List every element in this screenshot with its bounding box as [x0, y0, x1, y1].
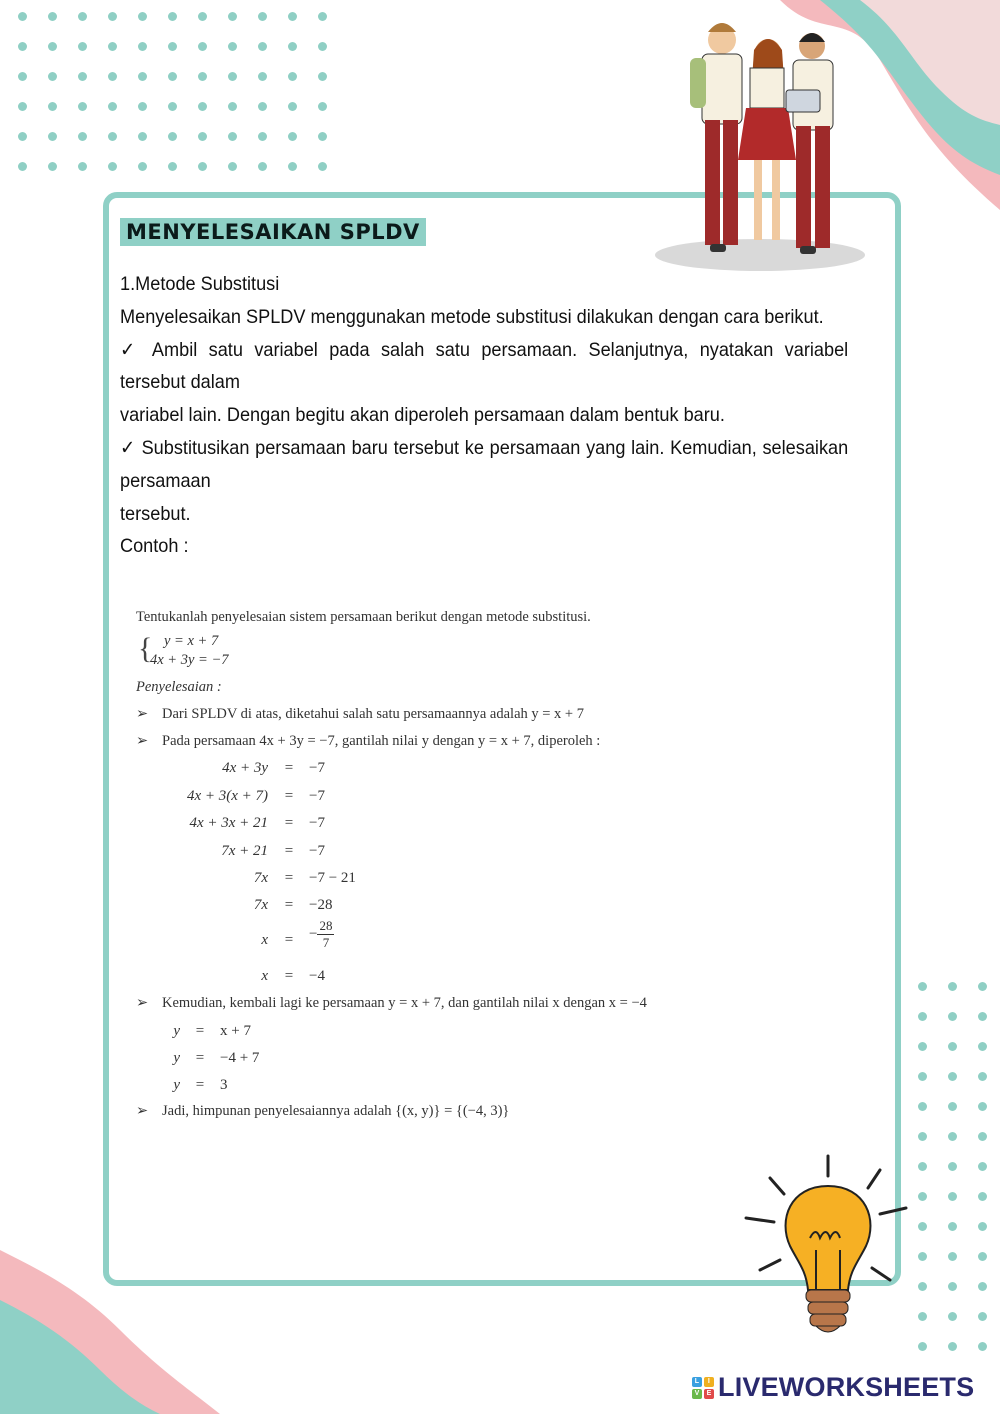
- eq-left: y: [173, 1023, 180, 1039]
- solution-step-1: Dari SPLDV di atas, diketahui salah satu persamaannya adalah y = x + 7: [162, 706, 584, 722]
- decorative-dot: [948, 1072, 957, 1081]
- decorative-dot: [198, 42, 207, 51]
- decorative-dot: [978, 1342, 987, 1351]
- bullet-arrow-icon: ➢: [136, 733, 149, 749]
- decorative-dot: [978, 1192, 987, 1201]
- decorative-dot: [138, 132, 147, 141]
- eq-right-fraction: [309, 918, 334, 951]
- method-description: [120, 268, 848, 563]
- eq-right: x + 7: [220, 1023, 251, 1039]
- decorative-dot: [318, 42, 327, 51]
- decorative-dot: [108, 102, 117, 111]
- eq-sign: =: [284, 815, 294, 831]
- fraction-denominator: 7: [322, 935, 330, 950]
- decorative-dot: [918, 1042, 927, 1051]
- decorative-dot: [138, 42, 147, 51]
- decorative-dot: [48, 102, 57, 111]
- eq-right: −4: [309, 968, 325, 984]
- decorative-dot: [948, 1222, 957, 1231]
- eq-sign: =: [284, 843, 294, 859]
- eq-left: x: [261, 932, 268, 948]
- eq-left: y: [173, 1077, 180, 1093]
- eq-left: y: [173, 1050, 180, 1066]
- decorative-dot: [168, 72, 177, 81]
- decorative-dot: [18, 102, 27, 111]
- decorative-dot: [138, 72, 147, 81]
- step-one-text: ✓ Ambil satu variabel pada salah satu persamaan. Selanjutnya, nyatakan variabel tersebut dalam: [120, 338, 849, 394]
- decorative-dot: [198, 12, 207, 21]
- eq-right: −7 − 21: [309, 870, 356, 886]
- eq-right: −7: [309, 843, 325, 859]
- students-illustration: [650, 10, 870, 275]
- logo-mark-letter: L: [692, 1377, 702, 1387]
- decorative-dot: [288, 132, 297, 141]
- liveworksheets-logo[interactable]: [692, 1372, 974, 1403]
- dot-pattern-top-left: [18, 12, 327, 171]
- decorative-dot: [48, 162, 57, 171]
- decorative-dot: [78, 42, 87, 51]
- decorative-dot: [918, 1252, 927, 1261]
- decorative-dot: [228, 12, 237, 21]
- system-equation-1: y = x + 7: [164, 633, 219, 649]
- solution-label: Penyelesaian :: [136, 679, 222, 695]
- example-prompt: Tentukanlah penyelesaian sistem persamaan berikut dengan metode substitusi.: [136, 609, 591, 625]
- lightbulb-icon: [740, 1150, 915, 1345]
- dot-pattern-bottom-right: [918, 982, 987, 1351]
- decorative-dot: [228, 162, 237, 171]
- decorative-dot: [258, 42, 267, 51]
- eq-left: 4x + 3(x + 7): [186, 788, 268, 804]
- decorative-dot: [168, 162, 177, 171]
- decorative-dot: [228, 102, 237, 111]
- decorative-dot: [978, 1252, 987, 1261]
- logo-mark-letter: V: [692, 1389, 702, 1399]
- eq-right: −7: [309, 815, 325, 831]
- decorative-dot: [198, 72, 207, 81]
- decorative-dot: [138, 12, 147, 21]
- decorative-dot: [948, 1042, 957, 1051]
- derivation-block: [136, 760, 436, 990]
- decorative-dot: [138, 102, 147, 111]
- decorative-dot: [318, 102, 327, 111]
- eq-right: −7: [309, 760, 325, 776]
- eq-sign: =: [195, 1050, 205, 1066]
- method-intro: Menyelesaikan SPLDV menggunakan metode substitusi dilakukan dengan cara berikut.: [120, 305, 824, 328]
- decorative-dot: [318, 132, 327, 141]
- derivation-block-2: [160, 1023, 360, 1103]
- eq-left: 4x + 3y: [222, 760, 268, 776]
- logo-text: LIVEWORKSHEETS: [718, 1372, 975, 1402]
- decorative-dot: [168, 12, 177, 21]
- decorative-dot: [258, 12, 267, 21]
- decorative-dot: [18, 132, 27, 141]
- decorative-dot: [948, 1192, 957, 1201]
- decorative-dot: [18, 42, 27, 51]
- decorative-dot: [258, 102, 267, 111]
- fraction-numerator: 28: [319, 918, 333, 933]
- fraction: [317, 918, 334, 951]
- decorative-dot: [48, 72, 57, 81]
- logo-mark-icon: [692, 1377, 714, 1399]
- decorative-dot: [78, 102, 87, 111]
- decorative-dot: [978, 1282, 987, 1291]
- decorative-dot: [948, 1252, 957, 1261]
- decorative-dot: [258, 132, 267, 141]
- decorative-dot: [918, 1102, 927, 1111]
- system-brace: {: [138, 632, 153, 665]
- decorative-dot: [948, 1162, 957, 1171]
- decorative-dot: [168, 42, 177, 51]
- step-two-continuation: tersebut.: [120, 502, 191, 525]
- decorative-dot: [108, 12, 117, 21]
- decorative-dot: [48, 42, 57, 51]
- decorative-dot: [978, 1102, 987, 1111]
- decorative-dot: [978, 1132, 987, 1141]
- decorative-dot: [78, 12, 87, 21]
- decorative-dot: [108, 132, 117, 141]
- decorative-dot: [918, 1012, 927, 1021]
- eq-right: 3: [220, 1077, 228, 1093]
- decorative-dot: [918, 1342, 927, 1351]
- decorative-dot: [918, 1192, 927, 1201]
- decorative-dot: [978, 1042, 987, 1051]
- eq-left: 4x + 3x + 21: [189, 815, 268, 831]
- decorative-dot: [948, 1282, 957, 1291]
- logo-mark-letter: E: [704, 1389, 714, 1399]
- decorative-dot: [48, 12, 57, 21]
- decorative-dot: [78, 132, 87, 141]
- method-heading: 1.Metode Substitusi: [120, 273, 280, 295]
- decorative-dot: [138, 162, 147, 171]
- decorative-dot: [918, 982, 927, 991]
- eq-sign: =: [284, 760, 294, 776]
- eq-right: −4 + 7: [220, 1050, 260, 1066]
- decorative-dot: [948, 982, 957, 991]
- decorative-dot: [48, 132, 57, 141]
- decorative-dot: [228, 132, 237, 141]
- fraction-sign: −: [309, 925, 318, 942]
- decorative-dot: [918, 1072, 927, 1081]
- decorative-dot: [948, 1342, 957, 1351]
- eq-right: −7: [309, 788, 325, 804]
- decorative-dot: [318, 72, 327, 81]
- eq-sign: =: [284, 788, 294, 804]
- decorative-dot: [288, 162, 297, 171]
- eq-sign: =: [284, 897, 294, 913]
- page-title: MENYELESAIKAN SPLDV: [120, 218, 426, 246]
- eq-right: −28: [309, 897, 333, 913]
- eq-left: 7x + 21: [221, 843, 268, 859]
- decorative-dot: [258, 162, 267, 171]
- decorative-dot: [978, 982, 987, 991]
- bullet-arrow-icon: ➢: [136, 1103, 149, 1119]
- eq-sign: =: [195, 1023, 205, 1039]
- eq-sign: =: [284, 870, 294, 886]
- eq-sign: =: [284, 968, 294, 984]
- decorative-dot: [288, 42, 297, 51]
- decorative-dot: [948, 1102, 957, 1111]
- example-label: Contoh :: [120, 535, 189, 558]
- decorative-dot: [288, 72, 297, 81]
- decorative-dot: [168, 132, 177, 141]
- eq-left: 7x: [253, 897, 268, 913]
- eq-left: 7x: [253, 870, 268, 886]
- eq-left: x: [261, 968, 268, 984]
- decorative-dot: [258, 72, 267, 81]
- decorative-dot: [18, 72, 27, 81]
- decorative-dot: [18, 12, 27, 21]
- decorative-dot: [228, 42, 237, 51]
- bullet-arrow-icon: ➢: [136, 706, 149, 722]
- eq-sign: =: [284, 932, 294, 948]
- step-one-continuation: variabel lain. Dengan begitu akan diperoleh persamaan dalam bentuk baru.: [120, 404, 725, 427]
- decorative-dot: [948, 1312, 957, 1321]
- decorative-dot: [318, 12, 327, 21]
- decorative-dot: [978, 1072, 987, 1081]
- decorative-dot: [78, 72, 87, 81]
- decorative-dot: [198, 162, 207, 171]
- solution-step-4: Jadi, himpunan penyelesaiannya adalah {(x, y)} = {(−4, 3)}: [162, 1103, 510, 1119]
- decorative-dot: [288, 12, 297, 21]
- solution-step-2: Pada persamaan 4x + 3y = −7, gantilah nilai y dengan y = x + 7, diperoleh :: [162, 733, 601, 749]
- decorative-dot: [288, 102, 297, 111]
- solution-step-3: Kemudian, kembali lagi ke persamaan y = x + 7, dan gantilah nilai x dengan x = −4: [162, 995, 647, 1011]
- eq-sign: =: [195, 1077, 205, 1093]
- decorative-dot: [168, 102, 177, 111]
- decorative-dot: [198, 102, 207, 111]
- decorative-dot: [918, 1222, 927, 1231]
- decorative-dot: [198, 132, 207, 141]
- decorative-dot: [948, 1132, 957, 1141]
- decorative-dot: [978, 1222, 987, 1231]
- decorative-dot: [978, 1312, 987, 1321]
- decorative-dot: [18, 162, 27, 171]
- decorative-dot: [78, 162, 87, 171]
- decorative-dot: [108, 72, 117, 81]
- decorative-dot: [108, 162, 117, 171]
- decorative-dot: [108, 42, 117, 51]
- decorative-dot: [918, 1282, 927, 1291]
- decorative-dot: [978, 1012, 987, 1021]
- decorative-dot: [948, 1012, 957, 1021]
- decorative-dot: [918, 1312, 927, 1321]
- bullet-arrow-icon: ➢: [136, 995, 149, 1011]
- logo-mark-letter: I: [704, 1377, 714, 1387]
- system-equation-2: 4x + 3y = −7: [150, 652, 229, 668]
- decorative-dot: [318, 162, 327, 171]
- step-two-text: ✓ Substitusikan persamaan baru tersebut ke persamaan yang lain. Kemudian, selesaikan persamaan: [120, 436, 849, 492]
- decorative-dot: [918, 1162, 927, 1171]
- decorative-dot: [978, 1162, 987, 1171]
- decorative-dot: [918, 1132, 927, 1141]
- decorative-dot: [228, 72, 237, 81]
